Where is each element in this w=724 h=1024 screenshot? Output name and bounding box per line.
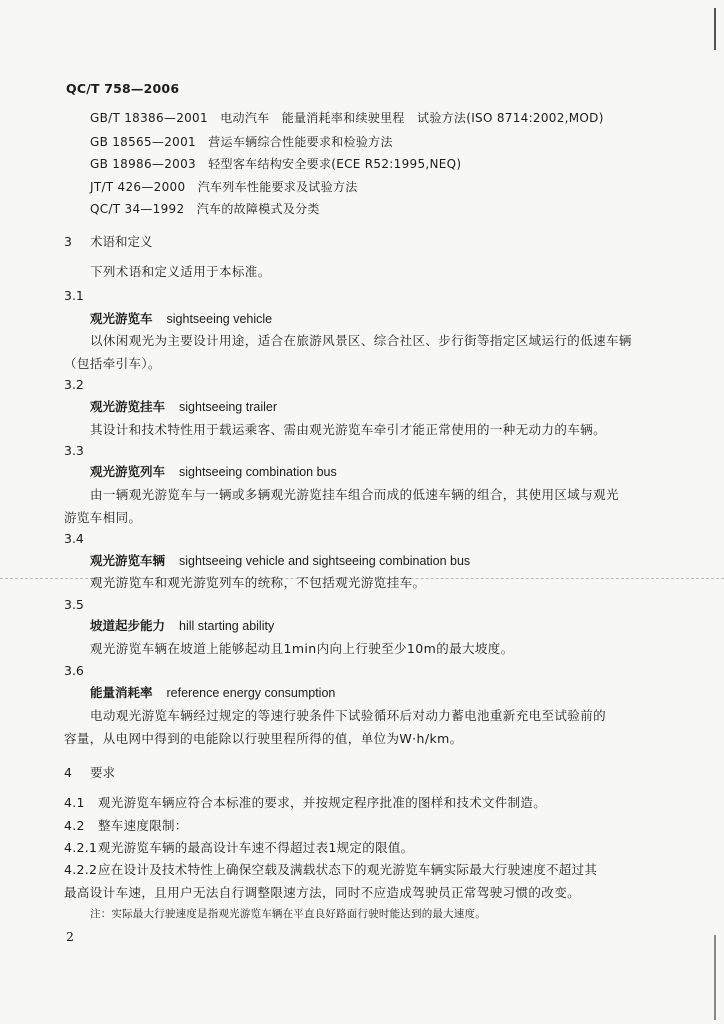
section-number: 4 bbox=[64, 765, 72, 780]
term-english: sightseeing combination bus bbox=[179, 465, 337, 479]
term-english: sightseeing vehicle bbox=[166, 312, 273, 326]
term-number: 3.5 bbox=[64, 597, 84, 612]
clause-4-2-1 bbox=[64, 840, 413, 856]
term-english: sightseeing trailer bbox=[179, 400, 277, 414]
scan-edge-line-top bbox=[714, 8, 716, 50]
clause-4-2 bbox=[64, 818, 188, 834]
term-definition: 其设计和技术特性用于载运乘客、需由观光游览车牵引才能正常使用的一种无动力的车辆。 bbox=[90, 422, 607, 437]
note: 注：实际最大行驶速度是指观光游览车辆在平直良好路面行驶时能达到的最大速度。 bbox=[90, 908, 486, 920]
term-definition: 以休闲观光为主要设计用途，适合在旅游风景区、综合社区、步行街等指定区域运行的低速车辆 bbox=[90, 333, 632, 348]
clause-text: 整车速度限制： bbox=[98, 818, 188, 833]
term-heading bbox=[90, 685, 335, 701]
term-definition-cont: （包括牵引车）。 bbox=[64, 356, 161, 371]
term-heading bbox=[90, 311, 272, 327]
reference-item: QC/T 34—1992 汽车的故障模式及分类 bbox=[90, 202, 320, 216]
term-english: hill starting ability bbox=[179, 619, 275, 633]
reference-item: GB 18565—2001 营运车辆综合性能要求和检验方法 bbox=[90, 135, 393, 149]
clause-number: 4.2 bbox=[64, 818, 85, 833]
reference-item: GB/T 18386—2001 电动汽车 能量消耗率和续驶里程 试验方法(ISO 8714:2002,MOD) bbox=[90, 111, 604, 125]
clause-text-cont: 最高设计车速，且用户无法自行调整限速方法，同时不应造成驾驶员正常驾驶习惯的改变。 bbox=[64, 885, 581, 900]
term-chinese: 观光游览车辆 bbox=[90, 553, 166, 568]
page-number: 2 bbox=[66, 929, 74, 944]
term-chinese: 能量消耗率 bbox=[90, 685, 153, 700]
clause-4-2-2 bbox=[64, 862, 597, 878]
reference-item: JT/T 426—2000 汽车列车性能要求及试验方法 bbox=[90, 180, 358, 194]
reference-item: GB 18986—2003 轻型客车结构安全要求(ECE R52:1995,NEQ) bbox=[90, 157, 462, 171]
term-number: 3.2 bbox=[64, 377, 84, 392]
term-chinese: 观光游览挂车 bbox=[90, 399, 166, 414]
clause-number: 4.1 bbox=[64, 795, 85, 810]
section-title: 要求 bbox=[90, 765, 116, 780]
term-definition: 观光游览车辆在坡道上能够起动且1min内向上行驶至少10m的最大坡度。 bbox=[90, 641, 514, 656]
term-heading bbox=[90, 464, 337, 480]
term-definition-cont: 容量，从电网中得到的电能除以行驶里程所得的值，单位为W·h/km。 bbox=[64, 731, 463, 746]
clause-4-1 bbox=[64, 795, 546, 811]
section-heading bbox=[64, 234, 153, 250]
clause-text: 应在设计及技术特性上确保空载及满载状态下的观光游览车辆实际最大行驶速度不超过其 bbox=[98, 862, 598, 877]
section-intro: 下列术语和定义适用于本标准。 bbox=[90, 264, 271, 279]
term-definition: 电动观光游览车辆经过规定的等速行驶条件下试验循环后对动力蓄电池重新充电至试验前的 bbox=[90, 708, 607, 723]
section-title: 术语和定义 bbox=[90, 234, 153, 249]
term-english: sightseeing vehicle and sightseeing combination bus bbox=[179, 554, 471, 568]
term-definition: 观光游览车和观光游览列车的统称，不包括观光游览挂车。 bbox=[90, 575, 426, 590]
term-chinese: 坡道起步能力 bbox=[90, 618, 166, 633]
term-number: 3.1 bbox=[64, 288, 84, 303]
term-english: reference energy consumption bbox=[166, 686, 336, 700]
section-number: 3 bbox=[64, 234, 72, 249]
section-heading bbox=[64, 765, 115, 781]
term-heading bbox=[90, 553, 470, 569]
term-heading bbox=[90, 618, 274, 634]
term-definition: 由一辆观光游览车与一辆或多辆观光游览挂车组合而成的低速车辆的组合，其使用区域与观光 bbox=[90, 487, 619, 502]
term-heading bbox=[90, 399, 277, 415]
clause-number: 4.2.1 bbox=[64, 840, 98, 855]
clause-text: 观光游览车辆应符合本标准的要求，并按规定程序批准的图样和技术文件制造。 bbox=[98, 795, 547, 810]
standard-header: QC/T 758—2006 bbox=[66, 81, 180, 96]
clause-text: 观光游览车辆的最高设计车速不得超过表1规定的限值。 bbox=[98, 840, 414, 855]
term-number: 3.3 bbox=[64, 443, 84, 458]
term-chinese: 观光游览车 bbox=[90, 311, 153, 326]
scan-edge-line-bottom bbox=[714, 935, 716, 1020]
term-number: 3.6 bbox=[64, 663, 84, 678]
term-chinese: 观光游览列车 bbox=[90, 464, 166, 479]
term-definition-cont: 游览车相同。 bbox=[64, 510, 142, 525]
clause-number: 4.2.2 bbox=[64, 862, 98, 877]
term-number: 3.4 bbox=[64, 531, 84, 546]
